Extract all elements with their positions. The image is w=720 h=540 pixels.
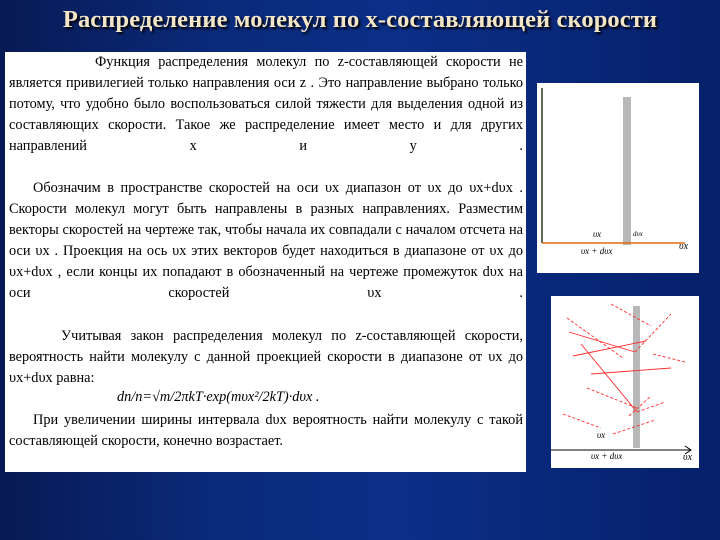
velocity-vector: [635, 314, 671, 352]
text-body: [5, 52, 526, 472]
label-vx-plus-dvx: υx + dυx: [591, 451, 623, 461]
velocity-vector: [587, 388, 637, 408]
velocity-vectors-diagram: [551, 296, 699, 468]
velocity-vector: [581, 344, 637, 412]
velocity-vector: [653, 354, 685, 362]
velocity-vector: [563, 414, 601, 428]
velocity-vector: [611, 304, 651, 326]
velocity-vectors: [563, 304, 685, 434]
velocity-vector: [637, 402, 665, 412]
paragraph-4: При увеличении ширины интервала dυx вероятность найти молекулу с такой составляющей скорости, конечно возрастает.: [9, 412, 523, 450]
slide-title: Распределение молекул по x-составляющей скорости: [62, 6, 658, 33]
distribution-formula: dn/n=√m/2πkT·exp(mυx²/2kT)·dυx .: [117, 389, 320, 405]
label-axis-vx: υx: [683, 452, 693, 463]
label-vx: υx: [597, 430, 606, 440]
label-vx: υx: [593, 229, 602, 239]
label-dvx: dυx: [633, 230, 643, 238]
diagram-bottom-svg: [551, 296, 699, 468]
label-axis-vx: υx: [679, 241, 689, 252]
label-vx-plus-dvx: υx + dυx: [581, 246, 613, 256]
velocity-vector: [569, 332, 635, 352]
diagram-top-svg: [537, 83, 699, 273]
paragraph-1: Функция распределения молекул по z-составляющей скорости не является привилегией только направления оси z . Это направление выбрано только потому, что удобно было воспользоваться силой тяжести для выделения одной из составляющих скорости. Такое же распределение имеет место и для других направлений x и y .: [9, 54, 523, 155]
paragraph-2: Обозначим в пространстве скоростей на оси υx диапазон от υx до υx+dυx . Скорости молекул могут быть направлены в разных направлениях. Разместим векторы скоростей на чертеже так, чтобы начала их совпадали с началом отсчета на оси υx . Проекция на ось υx этих векторов будет находиться в диапазоне от υx до υx+dυx , если концы их попадают в обозначенный на чертеже промежуток dυx на оси скоростей υx .: [9, 180, 523, 302]
velocity-vector: [567, 318, 623, 358]
velocity-interval-diagram: [537, 83, 699, 273]
paragraph-3: Учитывая закон распределения молекул по z-составляющей скорости, вероятность найти молекулу с данной проекцией скорости в диапазоне от υx до υx+dυx равна:: [9, 328, 523, 387]
dvx-band: [623, 97, 631, 245]
